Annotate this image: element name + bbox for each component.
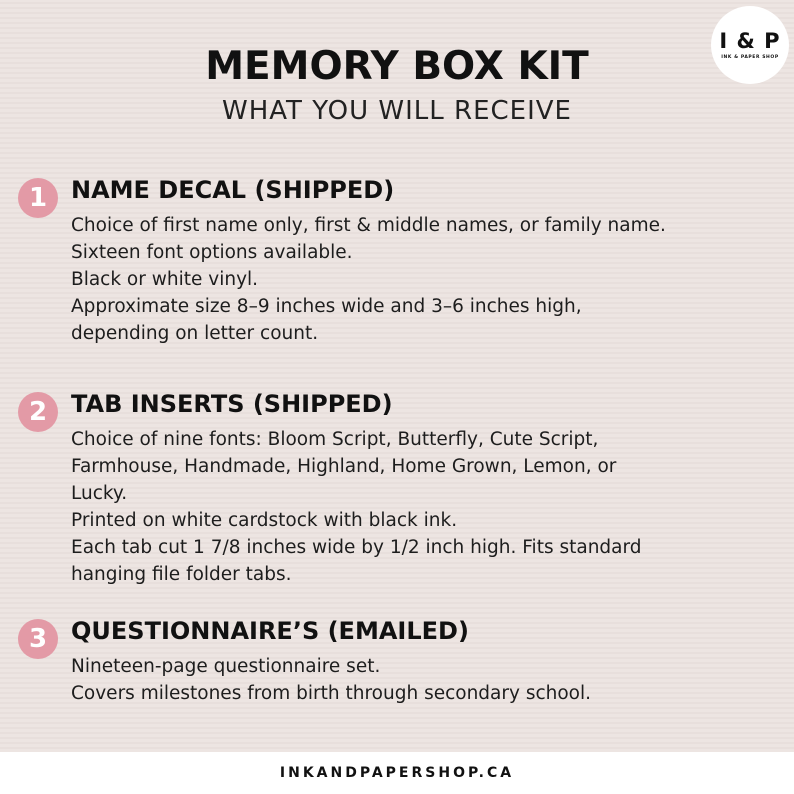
section-line: Nineteen-page questionnaire set. bbox=[71, 656, 381, 677]
logo-mark: I & P bbox=[719, 28, 781, 53]
section-line: Covers milestones from birth through secondary school. bbox=[71, 683, 592, 704]
page-title: MEMORY BOX KIT bbox=[205, 44, 589, 89]
website-link[interactable]: INKANDPAPERSHOP.CA bbox=[279, 765, 515, 781]
section-number-badge: 1 bbox=[18, 178, 58, 218]
section-line: Choice of nine fonts: Bloom Script, Butterfly, Cute Script, bbox=[71, 429, 599, 450]
section-body bbox=[71, 212, 791, 347]
section-line: Lucky. bbox=[71, 483, 128, 504]
section-line: Each tab cut 1 7/8 inches wide by 1/2 inch high. Fits standard bbox=[71, 537, 642, 558]
section-heading: QUESTIONNAIRE’S (EMAILED) bbox=[71, 617, 469, 645]
section-line: depending on letter count. bbox=[71, 323, 319, 344]
logo-subtext: INK & PAPER SHOP bbox=[721, 54, 779, 60]
section-heading: NAME DECAL (SHIPPED) bbox=[71, 176, 395, 204]
section-number-badge: 3 bbox=[18, 619, 58, 659]
section-line: Approximate size 8–9 inches wide and 3–6 inches high, bbox=[71, 296, 582, 317]
section-number-badge: 2 bbox=[18, 392, 58, 432]
footer-bar bbox=[0, 752, 794, 794]
section-line: Choice of first name only, first & middle names, or family name. bbox=[71, 215, 666, 236]
section-body bbox=[71, 426, 791, 588]
section-line: Printed on white cardstock with black ink. bbox=[71, 510, 458, 531]
section-heading: TAB INSERTS (SHIPPED) bbox=[71, 390, 393, 418]
section-body bbox=[71, 653, 791, 707]
section-line: Black or white vinyl. bbox=[71, 269, 259, 290]
page-subtitle: WHAT YOU WILL RECEIVE bbox=[222, 96, 572, 126]
section-line: Farmhouse, Handmade, Highland, Home Grown, Lemon, or bbox=[71, 456, 617, 477]
section-line: Sixteen font options available. bbox=[71, 242, 353, 263]
section-line: hanging file folder tabs. bbox=[71, 564, 292, 585]
